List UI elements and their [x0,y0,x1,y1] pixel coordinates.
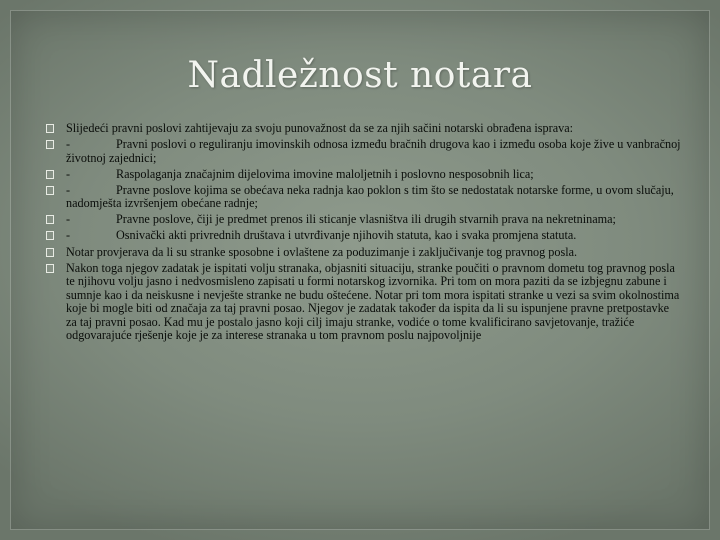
item-text: Pravne poslove kojima se obećava neka radnja kao poklon s tim što se nedostatak notarske forme, u ovom slučaju, nadomješta izvršenjem obećane radnje; [66,182,674,211]
list-item [46,262,682,343]
item-dash: - [66,137,71,152]
square-bullet-icon [46,170,54,179]
list-item [46,138,682,165]
item-text: Slijedeći pravni poslovi zahtijevaju za svoju punovažnost da se za njih sačini notarski obrađena isprava: [66,121,573,135]
item-text: Nakon toga njegov zadatak je ispitati volju stranaka, objasniti situaciju, stranke poučiti o pravnom dometu tog pravnog posla te njihovu volju jasno i nedvosmisleno zapisati u formi notarskog izvornika. Pri tom on mora paziti da se izbjegnu zabune i sumnje kao i da neiskusne i nevješte stranke ne budu oštećene. Notar pri tom mora ispitati stranke u vezi sa svim okolnostima koje bi mogle biti od značaja za taj pravni posao. Njegov je zadatak također da ispita da li su ispunjene pravne pretpostavke za taj pravni posao. Kad mu je postalo jasno koji cilj imaju stranke, vodiće o tome kvalificirano savjetovanje, tražiće odgovarajuće rješenje koje je za interese stranaka u tom pravnom poslu najpovoljnije [66,260,680,343]
square-bullet-icon [46,124,54,133]
list-item [46,168,682,182]
item-dash: - [66,182,71,197]
item-text: Pravne poslove, čiji je predmet prenos ili sticanje vlasništva ili drugih stvarnih prava na nekretninama; [116,212,616,227]
list-item [46,122,682,136]
item-text: Osnivački akti privrednih društava i utvrđivanje njihovih statuta, kao i svaka promjena statuta. [116,228,577,243]
item-text: Notar provjerava da li su stranke sposobne i ovlaštene za poduzimanje i zaključivanje tog pravnog posla. [66,244,578,259]
list-item [46,229,682,243]
item-text: Raspolaganja značajnim dijelovima imovine maloljetnih i poslovno nesposobnih lica; [116,166,534,181]
square-bullet-icon [46,231,54,240]
square-bullet-icon [46,248,54,257]
square-bullet-icon [46,264,54,273]
item-dash: - [66,228,71,243]
list-item [46,184,682,211]
item-dash: - [66,166,71,181]
square-bullet-icon [46,140,54,149]
square-bullet-icon [46,186,54,195]
slide-title: Nadležnost notara [187,55,533,96]
list-item [46,246,682,260]
item-dash: - [66,212,71,227]
item-text: Pravni poslovi o reguliranju imovinskih odnosa između bračnih drugova kao i između osoba koje žive u vanbračnoj životnoj zajednici; [66,137,681,165]
list-item [46,213,682,227]
slide-content [46,122,682,345]
square-bullet-icon [46,215,54,224]
